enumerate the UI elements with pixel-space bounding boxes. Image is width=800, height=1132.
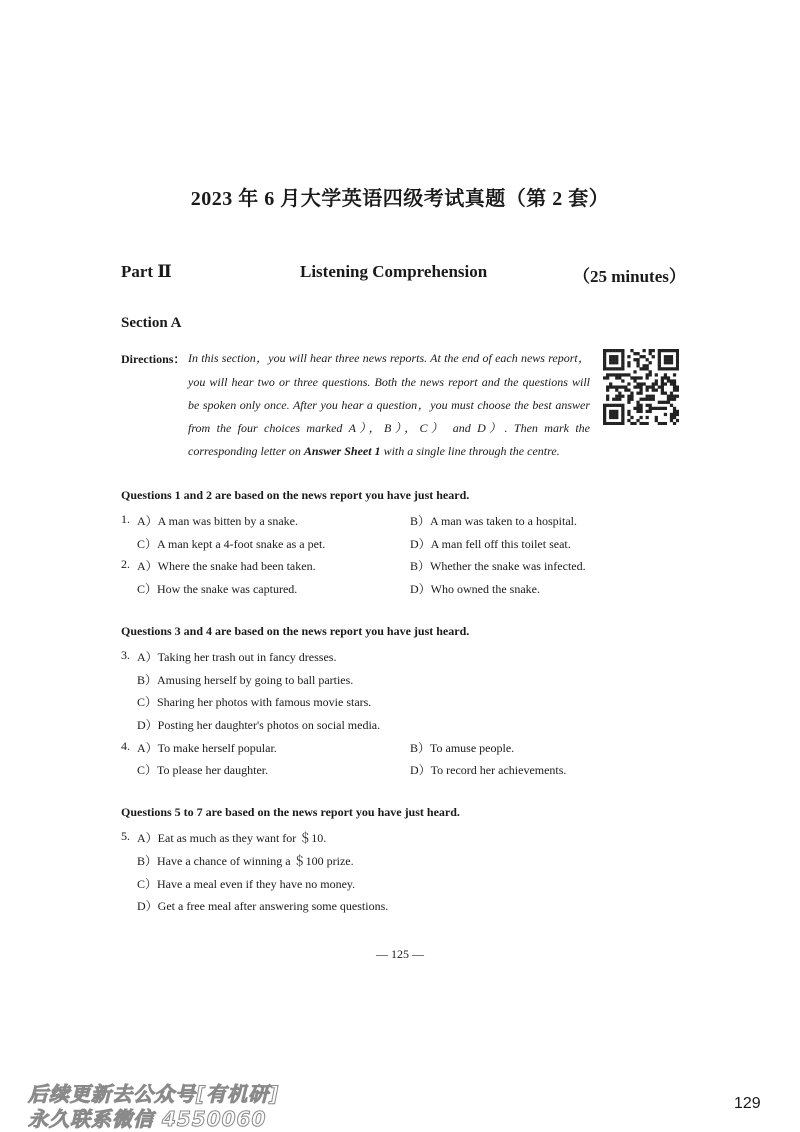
watermark-line: 永久联系微信 4550060 — [28, 1107, 267, 1131]
option-d: D）Posting her daughter's photos on social media. — [137, 718, 381, 732]
option-c: C）How the snake was captured. — [137, 582, 298, 596]
directions-text: with a single line through the centre. — [383, 444, 560, 458]
qr-code-icon — [603, 349, 679, 425]
option-b: B）Have a chance of winning a ＄100 prize. — [137, 854, 354, 868]
option-a: A）Where the snake had been taken. — [137, 559, 316, 573]
option-d: D）Who owned the snake. — [410, 582, 540, 596]
section-heading: Section A — [121, 315, 182, 331]
option-d: D）To record her achievements. — [410, 763, 567, 777]
answer-sheet-ref: Answer Sheet 1 — [303, 444, 381, 458]
question-number: 3. — [121, 648, 130, 662]
option-d: D）A man fell off this toilet seat. — [410, 537, 571, 551]
directions-line: you will hear two or three questions. Both the news report and the questions will — [188, 375, 590, 389]
directions-line-last — [188, 445, 590, 457]
option-c: C）A man kept a 4-foot snake as a pet. — [137, 537, 326, 551]
option-a: A）Taking her trash out in fancy dresses. — [137, 650, 337, 664]
option-a: A）A man was bitten by a snake. — [137, 514, 298, 528]
watermark-line: 后续更新去公众号[有机研] — [28, 1082, 280, 1106]
directions-line: be spoken only once. After you hear a question，you must choose the best answer — [188, 398, 590, 412]
part-title: Listening Comprehension — [300, 262, 488, 281]
option-c: C）Have a meal even if they have no money. — [137, 877, 356, 891]
option-b: B）Whether the snake was infected. — [410, 559, 586, 573]
question-group-heading: Questions 5 to 7 are based on the news report you have just heard. — [121, 805, 460, 819]
question-number: 2. — [121, 557, 130, 571]
part-time: （25 minutes） — [573, 267, 686, 286]
page-number: — 125 — — [376, 947, 424, 961]
option-b: B）A man was taken to a hospital. — [410, 514, 577, 528]
question-group-heading: Questions 3 and 4 are based on the news report you have just heard. — [121, 624, 470, 638]
option-a: A）To make herself popular. — [137, 741, 277, 755]
directions-label: Directions： — [121, 352, 186, 366]
question-number: 4. — [121, 739, 130, 753]
option-b: B）To amuse people. — [410, 741, 515, 755]
question-number: 1. — [121, 512, 130, 526]
question-group-heading: Questions 1 and 2 are based on the news report you have just heard. — [121, 488, 470, 502]
question-number: 5. — [121, 829, 130, 843]
option-a: A）Eat as much as they want for ＄10. — [137, 831, 327, 845]
directions-line: from the four choices marked A），B），C） and D）. Then mark the — [188, 421, 590, 435]
corner-page-number: 129 — [734, 1095, 761, 1112]
page-title: 2023 年 6 月大学英语四级考试真题（第 2 套） — [190, 188, 610, 210]
directions-text: corresponding letter on — [188, 444, 301, 458]
option-b: B）Amusing herself by going to ball parties. — [137, 673, 354, 687]
option-d: D）Get a free meal after answering some questions. — [137, 899, 389, 913]
directions-line: In this section，you will hear three news reports. At the end of each news report， — [188, 351, 590, 365]
option-c: C）Sharing her photos with famous movie stars. — [137, 695, 372, 709]
part-label: Part Ⅱ — [121, 262, 172, 281]
option-c: C）To please her daughter. — [137, 763, 269, 777]
